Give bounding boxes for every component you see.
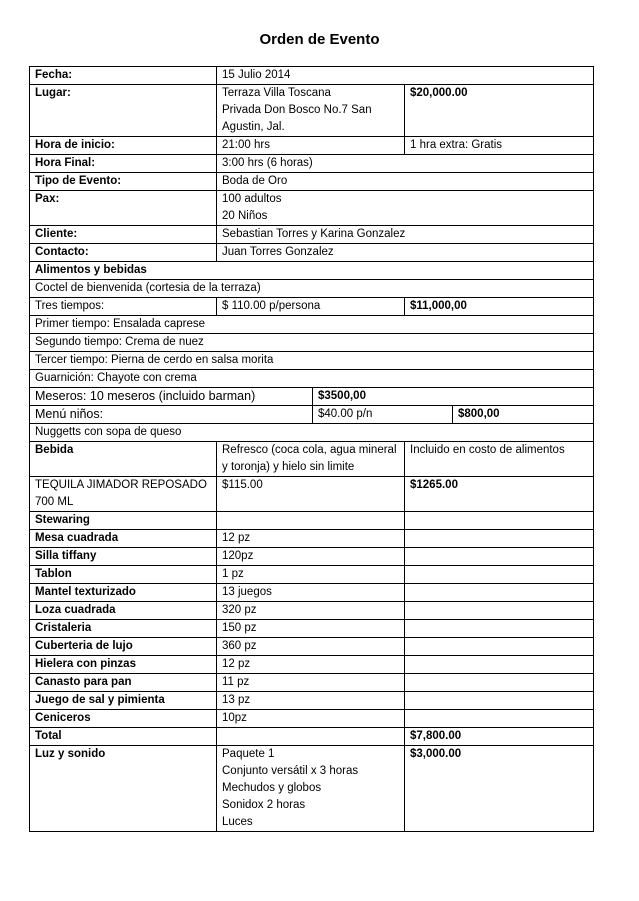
value-lugar: Terraza Villa Toscana Privada Don Bosco No.7 San Agustin, Jal. bbox=[217, 85, 405, 137]
row-pax bbox=[30, 191, 594, 226]
item-row bbox=[30, 620, 594, 638]
amount-tres-tiempos: $11,000,00 bbox=[405, 298, 594, 316]
label-tipo-evento: Tipo de Evento: bbox=[30, 173, 217, 191]
item-qty: 360 pz bbox=[217, 638, 405, 656]
row-menu-ninos bbox=[30, 406, 594, 424]
item-qty: 150 pz bbox=[217, 620, 405, 638]
empty-cell bbox=[405, 710, 594, 728]
label-fecha: Fecha: bbox=[30, 67, 217, 85]
row-fecha bbox=[30, 67, 594, 85]
item-row bbox=[30, 710, 594, 728]
item-label: Canasto para pan bbox=[30, 674, 217, 692]
item-qty: 1 pz bbox=[217, 566, 405, 584]
value-luz-sonido: Paquete 1 Conjunto versátil x 3 horas Mechudos y globos Sonidox 2 horas Luces bbox=[217, 746, 405, 832]
note-bebida: Incluido en costo de alimentos bbox=[405, 442, 594, 477]
item-qty: 12 pz bbox=[217, 530, 405, 548]
label-bebida: Bebida bbox=[30, 442, 217, 477]
label-cliente: Cliente: bbox=[30, 226, 217, 244]
item-qty: 11 pz bbox=[217, 674, 405, 692]
item-row bbox=[30, 530, 594, 548]
item-label: Tablon bbox=[30, 566, 217, 584]
amount-menu-ninos: $800,00 bbox=[453, 406, 594, 424]
item-qty: 120pz bbox=[217, 548, 405, 566]
label-menu-ninos: Menú niños: bbox=[30, 406, 313, 424]
item-qty: 10pz bbox=[217, 710, 405, 728]
empty-cell bbox=[405, 548, 594, 566]
item-label: Mesa cuadrada bbox=[30, 530, 217, 548]
empty-cell bbox=[405, 584, 594, 602]
label-stewaring: Stewaring bbox=[30, 512, 217, 530]
item-label: Cristaleria bbox=[30, 620, 217, 638]
label-contacto: Contacto: bbox=[30, 244, 217, 262]
item-label: Hielera con pinzas bbox=[30, 656, 217, 674]
item-label: Loza cuadrada bbox=[30, 602, 217, 620]
item-qty: 13 juegos bbox=[217, 584, 405, 602]
value-cliente: Sebastian Torres y Karina Gonzalez bbox=[217, 226, 594, 244]
text-primer-tiempo: Primer tiempo: Ensalada caprese bbox=[30, 316, 594, 334]
empty-cell bbox=[405, 602, 594, 620]
value-hora-inicio: 21:00 hrs bbox=[217, 137, 405, 155]
text-tercer-tiempo: Tercer tiempo: Pierna de cerdo en salsa morita bbox=[30, 352, 594, 370]
row-lugar bbox=[30, 85, 594, 137]
empty-cell bbox=[405, 620, 594, 638]
item-label: Silla tiffany bbox=[30, 548, 217, 566]
item-qty: 13 pz bbox=[217, 692, 405, 710]
item-label: Cuberteria de lujo bbox=[30, 638, 217, 656]
row-tercer-tiempo bbox=[30, 352, 594, 370]
empty-cell bbox=[405, 638, 594, 656]
item-row bbox=[30, 566, 594, 584]
row-tres-tiempos bbox=[30, 298, 594, 316]
row-tequila bbox=[30, 477, 594, 512]
row-hora-final bbox=[30, 155, 594, 173]
value-fecha: 15 Julio 2014 bbox=[217, 67, 594, 85]
value-pax: 100 adultos 20 Niños bbox=[217, 191, 594, 226]
row-tipo-evento bbox=[30, 173, 594, 191]
value-tequila: $115.00 bbox=[217, 477, 405, 512]
amount-tequila: $1265.00 bbox=[405, 477, 594, 512]
row-stewaring bbox=[30, 512, 594, 530]
item-row bbox=[30, 602, 594, 620]
value-hora-final: 3:00 hrs (6 horas) bbox=[217, 155, 594, 173]
row-alimentos-bebidas bbox=[30, 262, 594, 280]
text-coctel: Coctel de bienvenida (cortesia de la terraza) bbox=[30, 280, 594, 298]
item-row bbox=[30, 674, 594, 692]
label-pax: Pax: bbox=[30, 191, 217, 226]
empty-cell bbox=[405, 566, 594, 584]
item-label: Juego de sal y pimienta bbox=[30, 692, 217, 710]
item-row bbox=[30, 584, 594, 602]
amount-total: $7,800.00 bbox=[405, 728, 594, 746]
item-label: Mantel texturizado bbox=[30, 584, 217, 602]
row-contacto bbox=[30, 244, 594, 262]
value-menu-ninos: $40.00 p/n bbox=[313, 406, 453, 424]
label-hora-final: Hora Final: bbox=[30, 155, 217, 173]
item-row bbox=[30, 548, 594, 566]
row-cliente bbox=[30, 226, 594, 244]
item-row bbox=[30, 692, 594, 710]
value-contacto: Juan Torres Gonzalez bbox=[217, 244, 594, 262]
row-hora-inicio bbox=[30, 137, 594, 155]
empty-cell bbox=[405, 692, 594, 710]
item-qty: 12 pz bbox=[217, 656, 405, 674]
document-title: Orden de Evento bbox=[259, 31, 380, 48]
item-row bbox=[30, 656, 594, 674]
value-tipo-evento: Boda de Oro bbox=[217, 173, 594, 191]
value-tres-tiempos: $ 110.00 p/persona bbox=[217, 298, 405, 316]
row-bebida bbox=[30, 442, 594, 477]
empty-cell bbox=[405, 530, 594, 548]
item-qty: 320 pz bbox=[217, 602, 405, 620]
empty-cell bbox=[217, 512, 405, 530]
event-order-table bbox=[29, 66, 594, 832]
row-total bbox=[30, 728, 594, 746]
label-total: Total bbox=[30, 728, 217, 746]
amount-meseros: $3500,00 bbox=[313, 388, 594, 406]
row-guarnicion bbox=[30, 370, 594, 388]
item-row bbox=[30, 638, 594, 656]
empty-cell bbox=[217, 728, 405, 746]
label-luz-sonido: Luz y sonido bbox=[30, 746, 217, 832]
value-bebida: Refresco (coca cola, agua mineral y toronja) y hielo sin limite bbox=[217, 442, 405, 477]
label-hora-inicio: Hora de inicio: bbox=[30, 137, 217, 155]
row-primer-tiempo bbox=[30, 316, 594, 334]
row-meseros bbox=[30, 388, 594, 406]
row-coctel bbox=[30, 280, 594, 298]
text-nuggetts: Nuggetts con sopa de queso bbox=[30, 424, 594, 442]
label-tequila: TEQUILA JIMADOR REPOSADO 700 ML bbox=[30, 477, 217, 512]
amount-luz-sonido: $3,000.00 bbox=[405, 746, 594, 832]
row-nuggetts bbox=[30, 424, 594, 442]
empty-cell bbox=[405, 512, 594, 530]
amount-lugar: $20,000.00 bbox=[405, 85, 594, 137]
text-guarnicion: Guarnición: Chayote con crema bbox=[30, 370, 594, 388]
item-label: Ceniceros bbox=[30, 710, 217, 728]
row-segundo-tiempo bbox=[30, 334, 594, 352]
empty-cell bbox=[405, 674, 594, 692]
note-hora-inicio: 1 hra extra: Gratis bbox=[405, 137, 594, 155]
label-meseros: Meseros: 10 meseros (incluido barman) bbox=[30, 388, 313, 406]
stewaring-items bbox=[30, 530, 594, 728]
label-tres-tiempos: Tres tiempos: bbox=[30, 298, 217, 316]
text-segundo-tiempo: Segundo tiempo: Crema de nuez bbox=[30, 334, 594, 352]
label-lugar: Lugar: bbox=[30, 85, 217, 137]
row-luz-sonido bbox=[30, 746, 594, 832]
empty-cell bbox=[405, 656, 594, 674]
section-alimentos-bebidas: Alimentos y bebidas bbox=[30, 262, 594, 280]
